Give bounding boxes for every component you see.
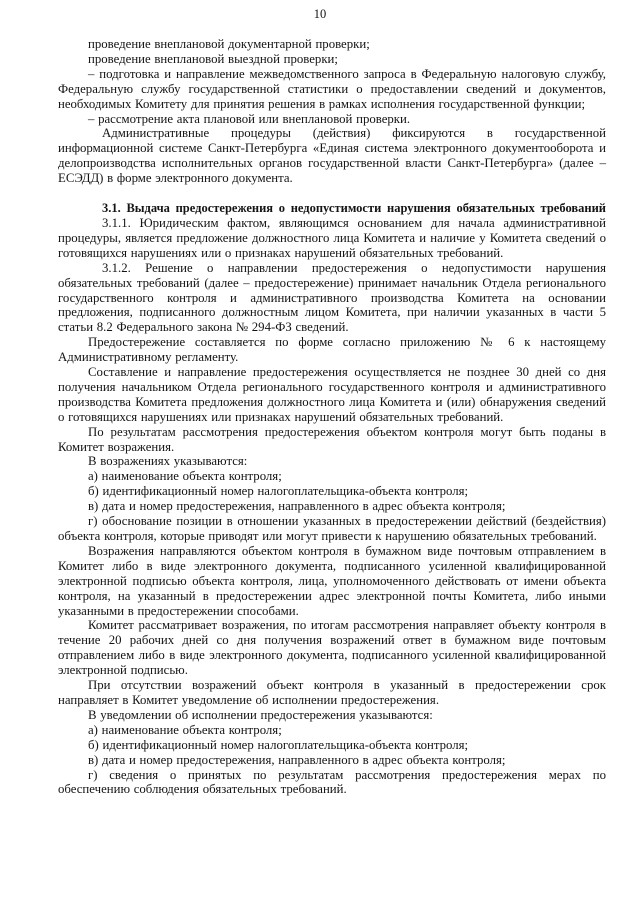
paragraph: Возражения направляются объектом контроля в бумажном виде почтовым отправлением в Комитет либо в виде электронного документа, подписанного усиленной квалифицированной электронной подписью объекта контроля, лица, уполномоченного действовать от имени объекта контроля, на указанный в предостережении адрес электронной почты Комитета, либо иными указанными в предостережении способами.: [58, 543, 606, 618]
section-heading: 3.1. Выдача предостережения о недопустимости нарушения обязательных требований: [102, 201, 606, 216]
paragraph: 3.1.2. Решение о направлении предостережения о недопустимости нарушения обязательных требований (далее – предостережение) принимает начальник Отдела регионального государственного контроля и административного производства Комитета на основании предложения, подписанного должностным лицом Комитета, при наличии указанных в части 5 статьи 8.2 Федерального закона № 294-ФЗ сведений.: [58, 260, 606, 335]
paragraph: проведение внеплановой выездной проверки;: [88, 51, 338, 66]
list-item: а) наименование объекта контроля;: [88, 722, 282, 737]
paragraph: Составление и направление предостережения осуществляется не позднее 30 дней со дня получения начальником Отдела регионального государственного контроля и административного производства Комитета предложения должностного лица Комитета и (или) обнаружения сведений о готовящихся нарушениях или признаках нарушений обязательных требований.: [58, 365, 606, 424]
paragraph: При отсутствии возражений объект контроля в указанный в предостережении срок направляет в Комитет уведомление об исполнении предостережения.: [58, 678, 606, 707]
paragraph: В уведомлении об исполнении предостережения указываются:: [88, 707, 433, 722]
list-item: г) обоснование позиции в отношении указанных в предостережении действий (бездействия) объекта контроля, которые приводят или могут привести к нарушению обязательных требований.: [58, 514, 606, 543]
list-item: б) идентификационный номер налогоплательщика-объекта контроля;: [88, 737, 469, 752]
document-body: [58, 37, 606, 797]
paragraph: В возражениях указываются:: [88, 454, 248, 469]
paragraph: Комитет рассматривает возражения, по итогам рассмотрения направляет объекту контроля в течение 20 рабочих дней со дня получения возражений ответ в бумажном виде почтовым отправлением либо в виде электронного документа, подписанного усиленной квалифицированной электронной подписью.: [58, 618, 606, 678]
list-item: г) сведения о принятых по результатам рассмотрения предостережения мерах по обеспечению соблюдения обязательных требований.: [58, 767, 606, 797]
list-item: а) наименование объекта контроля;: [88, 469, 282, 484]
list-item: в) дата и номер предостережения, направленного в адрес объекта контроля;: [88, 499, 506, 514]
paragraph: 3.1.1. Юридическим фактом, являющимся основанием для начала административной процедуры, является предложение должностного лица Комитета и наличие у Комитета сведений о готовящихся нарушениях или о признаках нарушений обязательных требований.: [58, 215, 606, 260]
paragraph: – рассмотрение акта плановой или внеплановой проверки.: [88, 111, 411, 126]
paragraph: Предостережение составляется по форме согласно приложению № 6 к настоящему Административному регламенту.: [58, 335, 606, 365]
paragraph: – подготовка и направление межведомственного запроса в Федеральную налоговую службу, Федеральную службу государственной статистики о предоставлении сведений и документов, необходимых Комитету для принятия решения в рамках исполнения государственной функции;: [58, 66, 606, 111]
paragraph: проведение внеплановой документарной проверки;: [88, 37, 370, 51]
list-item: б) идентификационный номер налогоплательщика-объекта контроля;: [88, 484, 469, 499]
paragraph: Административные процедуры (действия) фиксируются в государственной информационной системе Санкт-Петербурга «Единая система электронного документооборота и делопроизводства исполнительных органов государственной власти Санкт-Петербурга» (далее – ЕСЭДД) в форме электронного документа.: [58, 126, 606, 186]
page-number: 10: [313, 7, 327, 21]
paragraph: По результатам рассмотрения предостережения объектом контроля могут быть поданы в Комитет возражения.: [58, 424, 606, 454]
list-item: в) дата и номер предостережения, направленного в адрес объекта контроля;: [88, 752, 506, 767]
